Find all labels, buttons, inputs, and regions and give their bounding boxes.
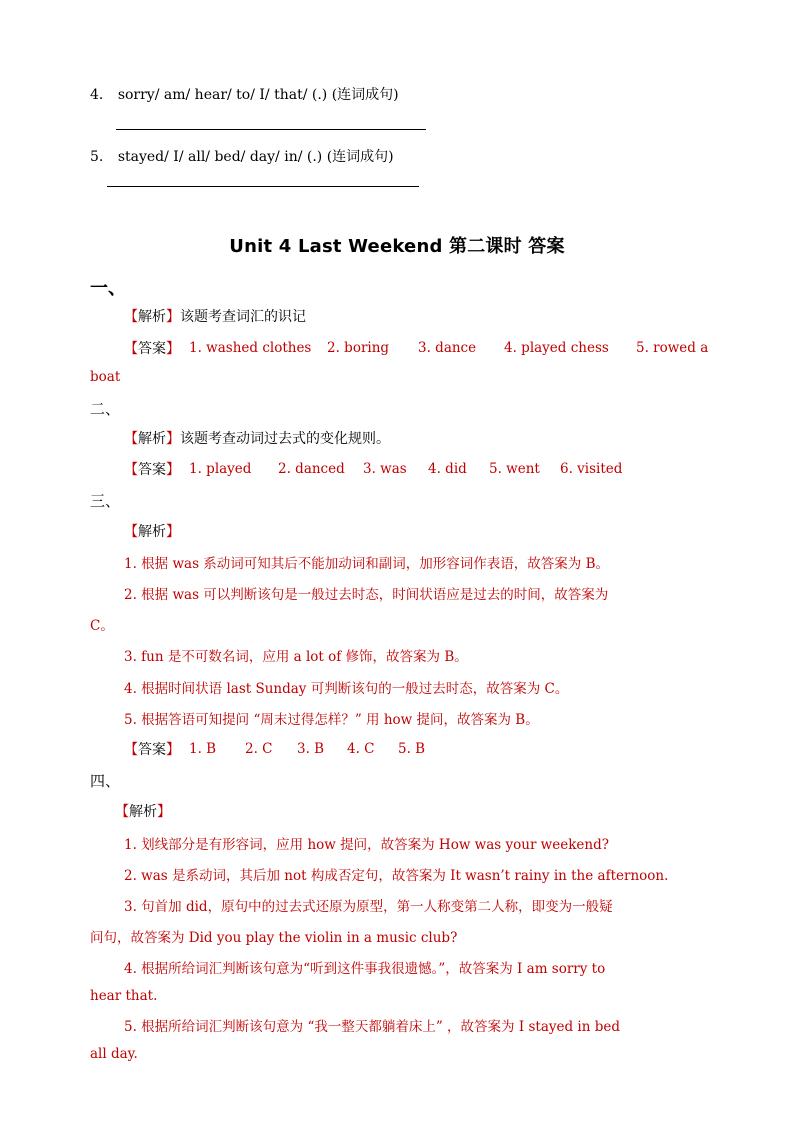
s3-answer-3: 3. B bbox=[297, 741, 325, 757]
page-title: Unit 4 Last Weekend 第二课时 答案 bbox=[229, 236, 565, 257]
s3-line-2: 2. 根据 was 可以判断该句是一般过去时态，时间状语应是过去的时间，故答案为 bbox=[124, 587, 609, 603]
s2-answer-1: 1. played bbox=[189, 461, 252, 477]
answer-label: 【答案】 bbox=[124, 462, 180, 478]
section-1-heading: 一、 bbox=[90, 278, 126, 299]
s3-line-3: 3. fun 是不可数名词，应用 a lot of 修饰，故答案为 B。 bbox=[124, 649, 468, 665]
s4-line-4-wrap: hear that. bbox=[90, 988, 158, 1004]
s1-answer-wrap: boat bbox=[90, 369, 121, 385]
s1-answer-3: 3. dance bbox=[418, 340, 477, 356]
question-text: stayed/ I/ all/ bed/ day/ in/ (.) (连词成句) bbox=[117, 149, 394, 165]
s3-answer-1: 1. B bbox=[189, 741, 217, 757]
s2-answer-2: 2. danced bbox=[278, 461, 345, 477]
s1-answer-5: 5. rowed a bbox=[636, 340, 709, 356]
s1-answer-4: 4. played chess bbox=[504, 340, 609, 356]
s4-line-1: 1. 划线部分是有形容词，应用 how 提问，故答案为 How was your weekend? bbox=[124, 837, 609, 853]
s3-line-2-wrap: C。 bbox=[90, 618, 114, 634]
section-4-analysis-label: 【解析】 bbox=[115, 804, 171, 820]
question-5 bbox=[90, 146, 394, 166]
s2-answer-6: 6. visited bbox=[560, 461, 623, 477]
analysis-text: 该题考查词汇的识记 bbox=[180, 309, 306, 325]
analysis-text: 该题考查动词过去式的变化规则。 bbox=[180, 431, 390, 447]
s2-answer-5: 5. went bbox=[489, 461, 540, 477]
s4-line-3-wrap: 问句，故答案为 Did you play the violin in a music club? bbox=[90, 930, 458, 946]
answer-line-4 bbox=[116, 129, 426, 130]
section-4-heading: 四、 bbox=[90, 772, 121, 790]
section-3-answer: 【答案】 bbox=[124, 742, 180, 758]
s3-line-5: 5. 根据答语可知提问 “周末过得怎样？” 用 how 提问，故答案为 B。 bbox=[124, 712, 539, 728]
analysis-label: 【解析】 bbox=[124, 309, 180, 325]
section-2-analysis bbox=[124, 428, 390, 448]
s4-line-2: 2. was 是系动词，其后加 not 构成否定句，故答案为 It wasn’t rainy in the afternoon. bbox=[124, 868, 669, 884]
s3-answer-4: 4. C bbox=[347, 741, 375, 757]
answer-line-5 bbox=[107, 186, 419, 187]
answer-label: 【答案】 bbox=[124, 341, 180, 357]
s3-answer-2: 2. C bbox=[245, 741, 273, 757]
s2-answer-4: 4. did bbox=[428, 461, 467, 477]
section-2-heading: 二、 bbox=[90, 400, 121, 418]
section-2-answer bbox=[124, 459, 180, 479]
s3-line-1: 1. 根据 was 系动词可知其后不能加动词和副词，加形容词作表语，故答案为 B。 bbox=[124, 556, 609, 572]
s4-line-4: 4. 根据所给词汇判断该句意为“听到这件事我很遗憾。”，故答案为 I am sorry to bbox=[124, 961, 606, 977]
section-3-heading: 三、 bbox=[90, 492, 121, 510]
s4-line-5-wrap: all day. bbox=[90, 1046, 138, 1062]
analysis-label: 【解析】 bbox=[124, 431, 180, 447]
s4-line-5: 5. 根据所给词汇判断该句意为 “我一整天都躺着床上” ，故答案为 I stayed in bed bbox=[124, 1019, 620, 1035]
question-number: 4. bbox=[90, 87, 104, 103]
question-text: sorry/ am/ hear/ to/ I/ that/ (.) (连词成句) bbox=[117, 87, 399, 103]
section-1-analysis bbox=[124, 306, 306, 326]
section-1-answer bbox=[124, 338, 180, 358]
s2-answer-3: 3. was bbox=[363, 461, 407, 477]
section-3-analysis-label: 【解析】 bbox=[124, 524, 180, 540]
s4-line-3: 3. 句首加 did，原句中的过去式还原为原型，第一人称变第二人称，即变为一般疑 bbox=[124, 899, 613, 915]
question-number: 5. bbox=[90, 149, 104, 165]
s3-answer-5: 5. B bbox=[398, 741, 426, 757]
s3-line-4: 4. 根据时间状语 last Sunday 可判断该句的一般过去时态，故答案为 C。 bbox=[124, 681, 569, 697]
s1-answer-2: 2. boring bbox=[327, 340, 390, 356]
question-4 bbox=[90, 84, 399, 104]
s1-answer-1: 1. washed clothes bbox=[189, 340, 312, 356]
